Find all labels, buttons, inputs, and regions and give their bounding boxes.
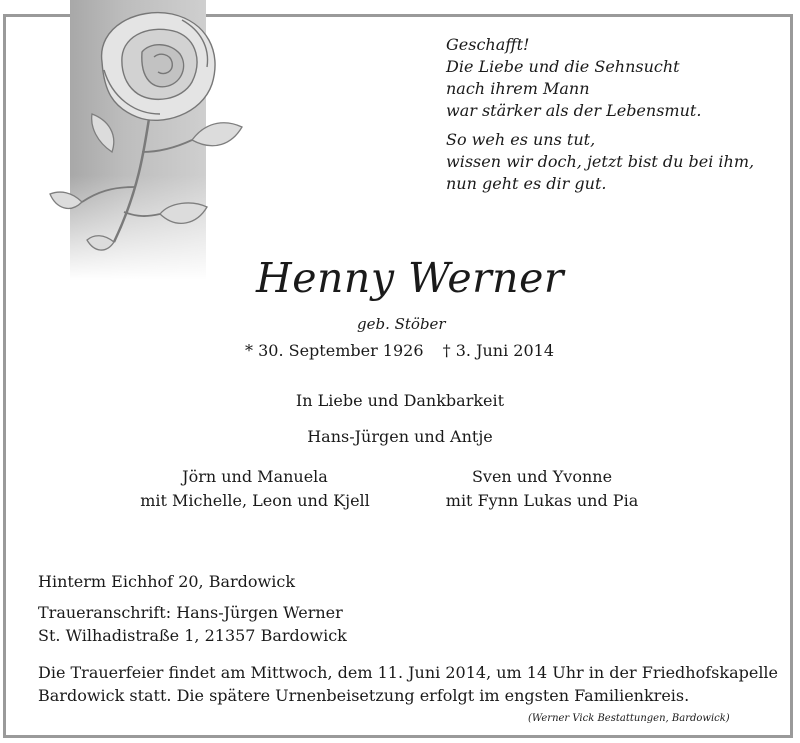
- home-address-line: Hinterm Eichhof 20, Bardowick: [38, 572, 296, 591]
- poem: [446, 34, 754, 202]
- birth-date: * 30. September 1926: [245, 341, 424, 360]
- poem-line: war stärker als der Lebensmut.: [446, 101, 702, 120]
- death-date: † 3. Juni 2014: [442, 341, 555, 360]
- mourners-right: [432, 465, 652, 513]
- poem-stanza-2: [446, 129, 754, 195]
- mourners-main: Hans-Jürgen und Antje: [307, 427, 493, 446]
- mourner-line: Jörn und Manuela: [182, 467, 328, 486]
- deceased-name: Henny Werner: [256, 254, 564, 302]
- poem-line: So weh es uns tut,: [446, 130, 596, 149]
- ceremony-line: Die Trauerfeier findet am Mittwoch, dem 11. Juni 2014, um 14 Uhr in der Friedhofskapelle: [38, 663, 779, 682]
- rose-illustration: [42, 2, 252, 272]
- poem-line: nun geht es dir gut.: [446, 174, 607, 193]
- life-dates: [245, 341, 554, 360]
- rose-stem: [114, 112, 150, 242]
- rose-leaf: [87, 236, 114, 250]
- mourner-line: Sven und Yvonne: [471, 467, 613, 486]
- poem-line: Die Liebe und die Sehnsucht: [446, 57, 680, 76]
- mourner-line: mit Fynn Lukas und Pia: [445, 491, 639, 510]
- mourners-left: [140, 465, 370, 513]
- rose-leaf: [160, 203, 207, 223]
- rose-leaf: [50, 192, 82, 208]
- mourning-address-line: St. Wilhadistraße 1, 21357 Bardowick: [38, 626, 347, 645]
- poem-stanza-1: [446, 34, 754, 122]
- home-address: [38, 570, 295, 593]
- ceremony-line: Bardowick statt. Die spätere Urnenbeisetzung erfolgt im engsten Familienkreis.: [38, 686, 690, 705]
- mourning-address-line: Traueranschrift: Hans-Jürgen Werner: [38, 603, 343, 622]
- mourning-address: [38, 601, 347, 647]
- undertaker-credit: (Werner Vick Bestattungen, Bardowick): [528, 713, 730, 724]
- rose-leaf: [192, 123, 242, 146]
- poem-line: Geschafft!: [446, 35, 530, 54]
- poem-line: nach ihrem Mann: [446, 79, 590, 98]
- rose-leaf: [92, 114, 114, 152]
- birth-name: geb. Stöber: [357, 315, 446, 333]
- mourners-intro: In Liebe und Dankbarkeit: [295, 391, 505, 410]
- poem-line: wissen wir doch, jetzt bist du bei ihm,: [446, 152, 755, 171]
- mourner-line: mit Michelle, Leon und Kjell: [140, 491, 370, 510]
- ceremony-info: [38, 661, 778, 707]
